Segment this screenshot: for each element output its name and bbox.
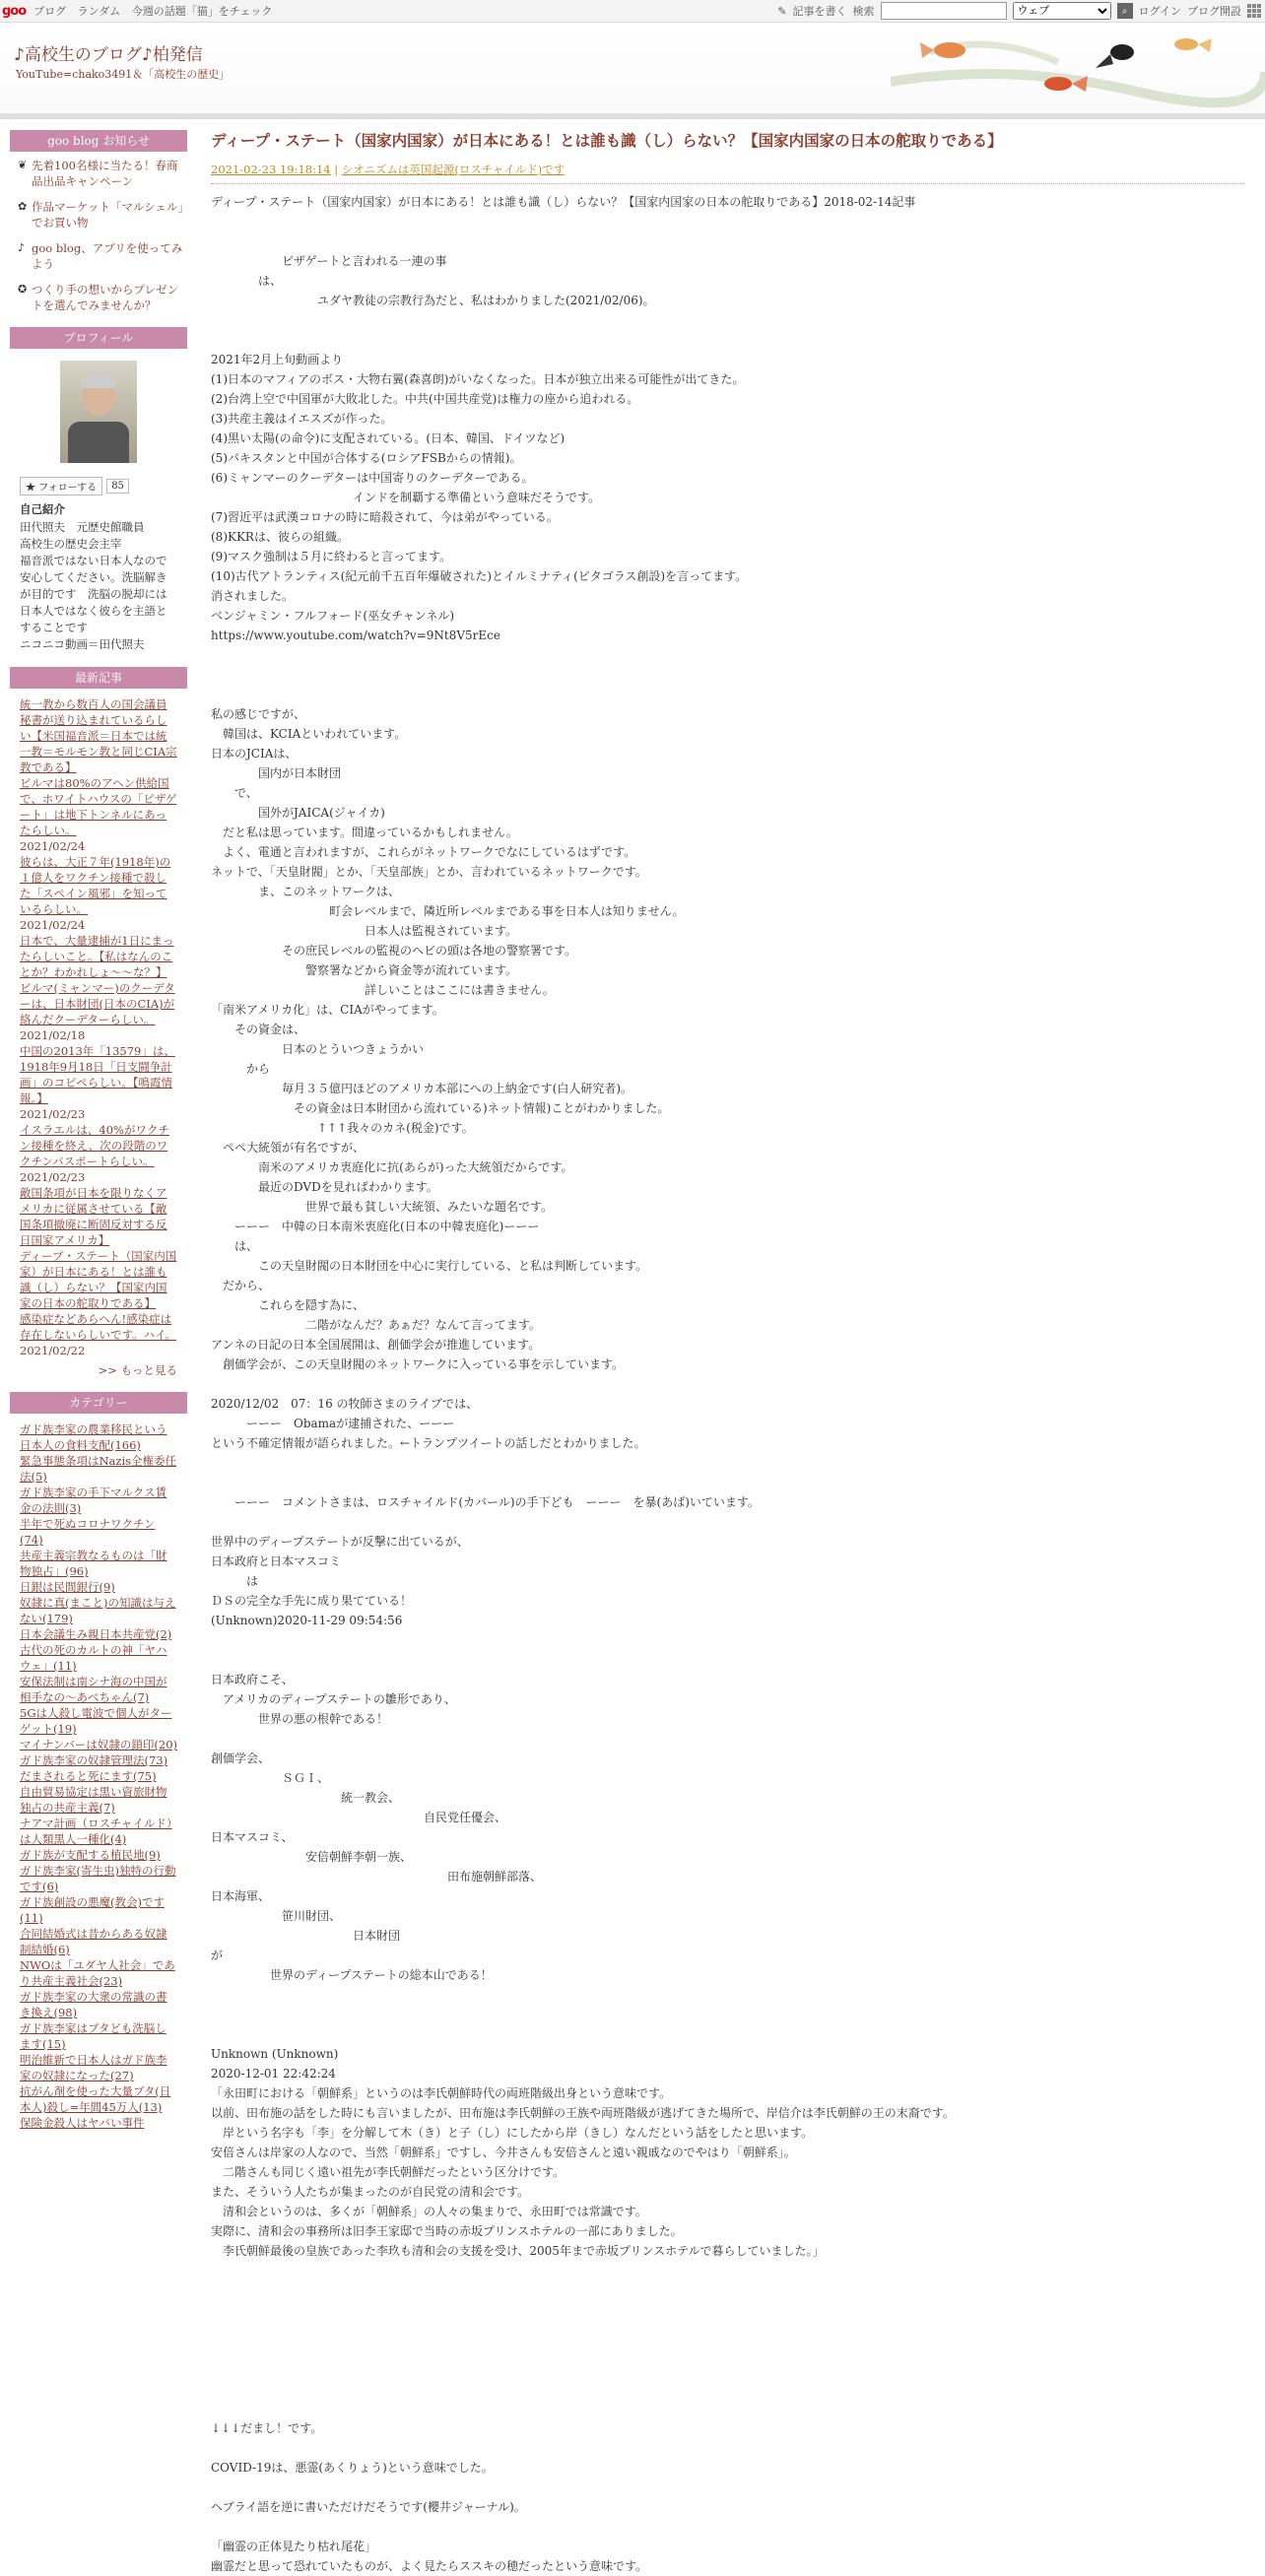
search-icon: ⌕ bbox=[1121, 5, 1128, 17]
profile-photo[interactable] bbox=[60, 361, 137, 463]
recent-article-link[interactable]: 彼らは、大正７年(1918年)の１億人をワクチン接種で殺した「スペイン風邪」を知っているらしい。 bbox=[20, 855, 171, 916]
notice-item[interactable] bbox=[18, 199, 187, 231]
category-link[interactable]: ガド族創設の悪魔(教会)です(11) bbox=[20, 1895, 165, 1925]
category-link[interactable]: 抗がん剤を使った大量ブタ(日本人)殺し=年間45万人(13) bbox=[20, 2084, 171, 2114]
dog-icon: ✪ bbox=[18, 283, 28, 296]
search-label: 検索 bbox=[852, 5, 875, 18]
category-link[interactable]: ガド族李家(寄生虫)独特の行動です(6) bbox=[20, 1864, 176, 1893]
nav-random[interactable]: ランダム bbox=[77, 5, 121, 18]
blog-subtitle: YouTube=chako3491＆「高校生の歴史」 bbox=[16, 68, 231, 81]
recent-box-title: 最新記事 bbox=[10, 667, 187, 689]
recent-article-date: 2021/02/22 bbox=[20, 1344, 86, 1357]
category-box-title: カテゴリー bbox=[10, 1392, 187, 1414]
category-link[interactable]: 奴隷に真(まこと)の知識は与えない(179) bbox=[20, 1596, 176, 1625]
notice-box-title: goo blog お知らせ bbox=[10, 130, 187, 152]
category-link[interactable]: だまされると死にます(75) bbox=[20, 1769, 157, 1783]
write-article-link[interactable]: 記事を書く bbox=[792, 5, 847, 18]
category-link[interactable]: ガド族李家の奴隷管理法(73) bbox=[20, 1753, 168, 1767]
category-link[interactable]: 自由貿易協定は黒い資旅財物独占の共産主義(7) bbox=[20, 1785, 167, 1815]
star-icon: ★ bbox=[26, 483, 35, 494]
category-link[interactable]: ナアマ計画（ロスチャイルド）は人類黒人一種化(4) bbox=[20, 1816, 172, 1846]
recent-article-link[interactable]: 日本で、大量逮捕が1日にまったらしいこと。【私はなんのことか？わかれしょ～～な？】 bbox=[20, 934, 174, 979]
notice-item[interactable] bbox=[18, 158, 187, 189]
category-link[interactable]: ガド族李家はブタども洗脳します(15) bbox=[20, 2021, 166, 2051]
category-link[interactable]: 古代の死のカルトの神「ヤハウェ」(11) bbox=[20, 1643, 167, 1673]
entry-body: ディープ・ステート（国家内国家）が日本にある！とは誰も識（し）らない？【国家内国家の日本の舵取りである】2018-02-14記事 ピザゲートと言われる一連の事 は、 ユダヤ教徒の宗教行為だと、私はわかりました(2021/02/06)。 2021年2月上旬動画より (1)日本のマフィアのボス・大物右翼(森喜朗)がいなくなった。日本が独立出来る可能性が出てきた。 (2)台湾上空で中国軍が大敗北した。中共(中国共産党)は権力の座から追われる。 (3)共産主義はイエスズが作った。 (4)黒い太陽(の命令)に支配されている。(日本、韓国、ドイツなど) (5)パキスタンと中国が合体する(ロシアFSBからの情報)。 (6)ミャンマーのクーデターは中国寄りのクーデターである。 インドを制覇する準備という意味だそうです。 (7)習近平は武漢コロナの時に暗殺されて、今は弟がやっている。 (8)KKRは、彼らの組織。 (9)マスク強制は５月に終わると言ってます。 (10)古代アトランティス(紀元前千五百年爆破された)とイルミナティ(ピタゴラス創設)を言ってます。 消されました。 ベンジャミン・フルフォード(巫女チャンネル) https://www.youtube.com/watch?v=9Nt8V5rEce 私の感じですが、 韓国は、KCIAといわれています。 日本のJCIAは、 国内が日本財団 で、 国外がJAICA(ジャイカ) だと私は思っています。間違っているかもしれません。 よく、電通と言われますが、これらがネットワークでなにしているはずです。 ネットで、「天皇財閥」とか、「天皇部族」とか、言われているネットワークです。 ま、このネットワークは、 町会レベルまで、隣近所レベルまである事を日本人は知りません。 日本人は監視されています。 その庶民レベルの監視のヘビの頭は各地の警察署です。 警察署などから資金等が流れています。 詳しいことはここには書きません。 「南米アメリカ化」は、CIAがやってます。 その資金は、 日本のとういつきょうかい から 毎月３５億円ほどのアメリカ本部にへの上納金です(白人研究者)。 その資金は日本財団から流れている)ネット情報)ことがわかりました。 ↑↑↑我々のカネ(税金)です。 ペペ大統領が有名ですが、 南米のアメリカ衷庭化に抗(あらが)った大統領だからです。 最近のDVDを見ればわかります。 世界で最も貧しい大統領、みたいな題名です。 ーーー 中韓の日本南米衷庭化(日本の中韓衷庭化)ーーー は、 この天皇財閥の日本財団を中心に実行している、と私は判断しています。 だから、 これらを隠す為に、 二階がなんだ？あぁだ？なんて言ってます。 アンネの日記の日本全国展開は、創価学会が推進しています。 創価学会が、この天皇財閥のネットワークに入っている事を示しています。 2020/12/02 07：16 の牧師さまのライブでは、 ーーー Obamaが逮捕された、ーーー という不確定情報が語られました。←トランプツイートの話しだとわかりました。 ーーー コメントさまは、ロスチャイルド(カバール)の手下ども ーーー を暴(あば)いています。 世界中のディープステートが反撃に出ているが、 日本政府と日本マスコミ は ＤＳの完全な手先に成り果てている！ (Unknown)2020-11-29 09:54:56 日本政府こそ、 アメリカのディープステートの雛形であり、 世界の悪の根幹である！ 創価学会、 ＳＧＩ、 統一教会、 自民党任優会、 日本マスコミ、 安倍朝鮮李朝一族、 田布施朝鮮部落、 日本海軍、 笹川財団、 日本財団 が 世界のディープステートの総本山である！ Unknown (Unknown) 2020-12-01 22:42:24 「永田町における「朝鮮系」というのは李氏朝鮮時代の両班階級出身という意味です。 以前、田布施の話をした時にも言いましたが、田布施は李氏朝鮮の王族や両班階級が逃げてきた場所で、岸信介は李氏朝鮮の王の末裔です。 岸という名字も「李」を分解して木（き）と子（し）にしたから岸（きし）なんだという話をしたと思います。 安倍さんは岸家の人なので、当然「朝鮮系」ですし、今井さんも安倍さんと遠い親戚なのでやはり「朝鮮系」。 二階さんも同じく遠い祖先が李氏朝鮮だったという区分けです。 また、そういう人たちが集まったのが自民党の清和会です。 清和会というのは、多くが「朝鮮系」の人々の集まりで、永田町では常識です。 実際に、清和会の事務所は旧李王家邸で当時の赤坂プリンスホテルの一部にありました。 李氏朝鮮最後の皇族であった李玖も清和会の支援を受け、2005年まで赤坂プリンスホテルで暮らしていました。」 ↓↓↓だまし！です。 COVID-19は、悪霊(あくりょう)という意味でした。 ヘブライ語を逆に書いただけだそうです(櫻井ジャーナル)。 「幽霊の正体見たり枯れ尾花」 幽霊だと思って恐れていたものが、よく見たらススキの穂だったという意味です。 bbox=[211, 195, 955, 2573]
recent-article-link[interactable]: 感染症などあらへん!感染症は存在しないらしいです。ハイ。 bbox=[20, 1312, 177, 1342]
recent-article-date: 2021/02/23 bbox=[20, 1107, 86, 1121]
recent-article-date: 2021/02/18 bbox=[20, 1028, 86, 1042]
top-right-tools bbox=[777, 2, 1261, 20]
sidebar bbox=[10, 130, 187, 2131]
entry-date[interactable]: 2021-02-23 19:18:14 bbox=[211, 163, 331, 176]
category-link[interactable]: 日銀は民間銀行(9) bbox=[20, 1580, 115, 1594]
notice-link[interactable]: goo blog、アプリを使ってみよう bbox=[32, 241, 183, 271]
category-link[interactable]: ガド族李家の農業移民という日本人の食料支配(166) bbox=[20, 1422, 167, 1452]
category-link[interactable]: 合同結婚式は昔からある奴隷制結婚(6) bbox=[20, 1927, 167, 1956]
recent-article-link[interactable]: イスラエルは、40%がワクチン接種を終え、次の段階のワクチンパスポートらしい。 bbox=[20, 1123, 169, 1168]
grid-menu-icon[interactable] bbox=[1247, 4, 1261, 18]
notice-link[interactable]: 先着100名様に当たる！春商品出品キャンペーン bbox=[32, 159, 178, 188]
category-link[interactable]: 安保法制は南シナ海の中国が相手なの～あべちゃん(7) bbox=[20, 1675, 167, 1704]
category-link[interactable]: 共産主義宗教なるものは「財物独占」(96) bbox=[20, 1549, 167, 1578]
top-bar bbox=[0, 0, 1265, 23]
follow-count: 85 bbox=[106, 479, 129, 494]
more-link[interactable]: >> もっと見る bbox=[98, 1363, 177, 1377]
nav-blog[interactable]: ブログ bbox=[33, 5, 67, 18]
profile-box-title: プロフィール bbox=[10, 327, 187, 349]
top-nav bbox=[33, 3, 280, 19]
category-link[interactable]: ガド族李家の手下マルクス賃金の法則(3) bbox=[20, 1486, 167, 1515]
follow-widget bbox=[20, 477, 187, 495]
notice-link[interactable]: つくり手の想いからプレゼントを選んでみませんか？ bbox=[32, 283, 179, 312]
recent-article-link[interactable]: 敵国条項が日本を限りなくアメリカに従属させている【敵国条項撤廃に断固反対する反日国家アメリカ】 bbox=[20, 1186, 167, 1247]
search-button[interactable] bbox=[1117, 3, 1133, 19]
recent-list bbox=[10, 696, 187, 1358]
intro-title: 自己紹介 bbox=[20, 502, 65, 516]
entry-meta: 2021-02-23 19:18:14 | シオニズムは英国起源(ロスチャイルド)です bbox=[211, 160, 1245, 184]
category-link[interactable]: 半年で死ぬコロナワクチン(74) bbox=[20, 1517, 156, 1547]
recent-article-link[interactable]: ビルマは80%のアヘン供給国で、ホワイトハウスの「ピザゲート」は地下トンネルにあったらしい。 bbox=[20, 776, 177, 837]
login-link[interactable]: ログイン bbox=[1138, 5, 1181, 18]
category-link[interactable]: ガド族李家の大衆の常識の書き換え(98) bbox=[20, 1990, 167, 2019]
open-blog-link[interactable]: ブログ開設 bbox=[1187, 5, 1241, 18]
notice-item[interactable] bbox=[18, 240, 187, 272]
category-link[interactable]: 日本会議生み親日本共産党(2) bbox=[20, 1627, 172, 1641]
market-icon: ✿ bbox=[18, 200, 28, 213]
blog-title[interactable]: ♪高校生のブログ♪柏発信 bbox=[14, 45, 203, 65]
blog-header bbox=[0, 23, 1265, 119]
recent-article-link[interactable]: 中国の2013年「13579」は、1918年9月18日「日支闘争計画」のコピペらしい。【鳴霞情報。】 bbox=[20, 1044, 175, 1105]
recent-article-date: 2021/02/23 bbox=[20, 1170, 86, 1184]
recent-article-date: 2021/02/24 bbox=[20, 918, 86, 932]
category-link[interactable]: マイナンバーは奴隷の鎖印(20) bbox=[20, 1738, 177, 1751]
nav-topic[interactable]: 今週の話題「猫」をチェック bbox=[131, 5, 273, 18]
entry-category[interactable]: シオニズムは英国起源(ロスチャイルド)です bbox=[341, 163, 566, 176]
recent-article-link[interactable]: ビルマ(ミャンマー)のクーデターは、日本財団(日本のCIA)が絡んだクーデターらしい。 bbox=[20, 981, 175, 1026]
search-input[interactable] bbox=[881, 2, 1007, 20]
intro-text: 田代照夫 元歴史館職員 高校生の歴史会主宰 福音派ではない日本人なので安心してください。洗脳解きが目的です 洗脳の脱却には日本人ではなく彼らを主語とすることです ニコニコ動画＝田代照夫 bbox=[20, 520, 167, 651]
notice-link[interactable]: 作品マーケット「マルシェル」でお買い物 bbox=[32, 200, 184, 230]
category-link[interactable]: 明治維新で日本人はガド族李家の奴隷になった(27) bbox=[20, 2053, 167, 2082]
recent-article-link[interactable]: 統一教から数百人の国会議員秘書が送り込まれているらしい【米国福音派＝日本では統一教＝モルモン教と同じCIA宗教である】 bbox=[20, 697, 177, 774]
recent-article-link[interactable]: ディープ・ステート（国家内国家）が日本にある！とは誰も識（し）らない？【国家内国家の日本の舵取りである】 bbox=[20, 1249, 177, 1310]
music-note-icon: ♪ bbox=[18, 241, 26, 254]
category-list bbox=[10, 1421, 187, 2131]
main-content bbox=[211, 130, 1245, 2576]
follow-button[interactable]: ★ フォローする bbox=[20, 477, 102, 495]
entry-title[interactable]: ディープ・ステート（国家内国家）が日本にある！とは誰も識（し）らない？【国家内国家の日本の舵取りである】 bbox=[211, 131, 1003, 150]
pencil-icon: ✎ bbox=[777, 4, 787, 18]
category-link[interactable]: 保険金殺人はヤバい事件 bbox=[20, 2116, 145, 2130]
sprout-icon: ❦ bbox=[18, 159, 28, 171]
category-link[interactable]: NWOは「ユダヤ人社会」であり共産主義社会(23) bbox=[20, 1958, 175, 1988]
category-link[interactable]: 5Gは人殺し電波で個人がターゲット(19) bbox=[20, 1706, 172, 1736]
goo-logo[interactable]: goo bbox=[2, 3, 27, 19]
recent-article-date: 2021/02/24 bbox=[20, 839, 86, 853]
category-link[interactable]: ガド族が支配する植民地(9) bbox=[20, 1848, 161, 1862]
notice-item[interactable] bbox=[18, 282, 187, 313]
goldfish-illustration bbox=[891, 23, 1265, 113]
search-scope-select[interactable] bbox=[1013, 2, 1111, 20]
category-link[interactable]: 緊急事態条項はNazis全権委任法(5) bbox=[20, 1454, 177, 1484]
